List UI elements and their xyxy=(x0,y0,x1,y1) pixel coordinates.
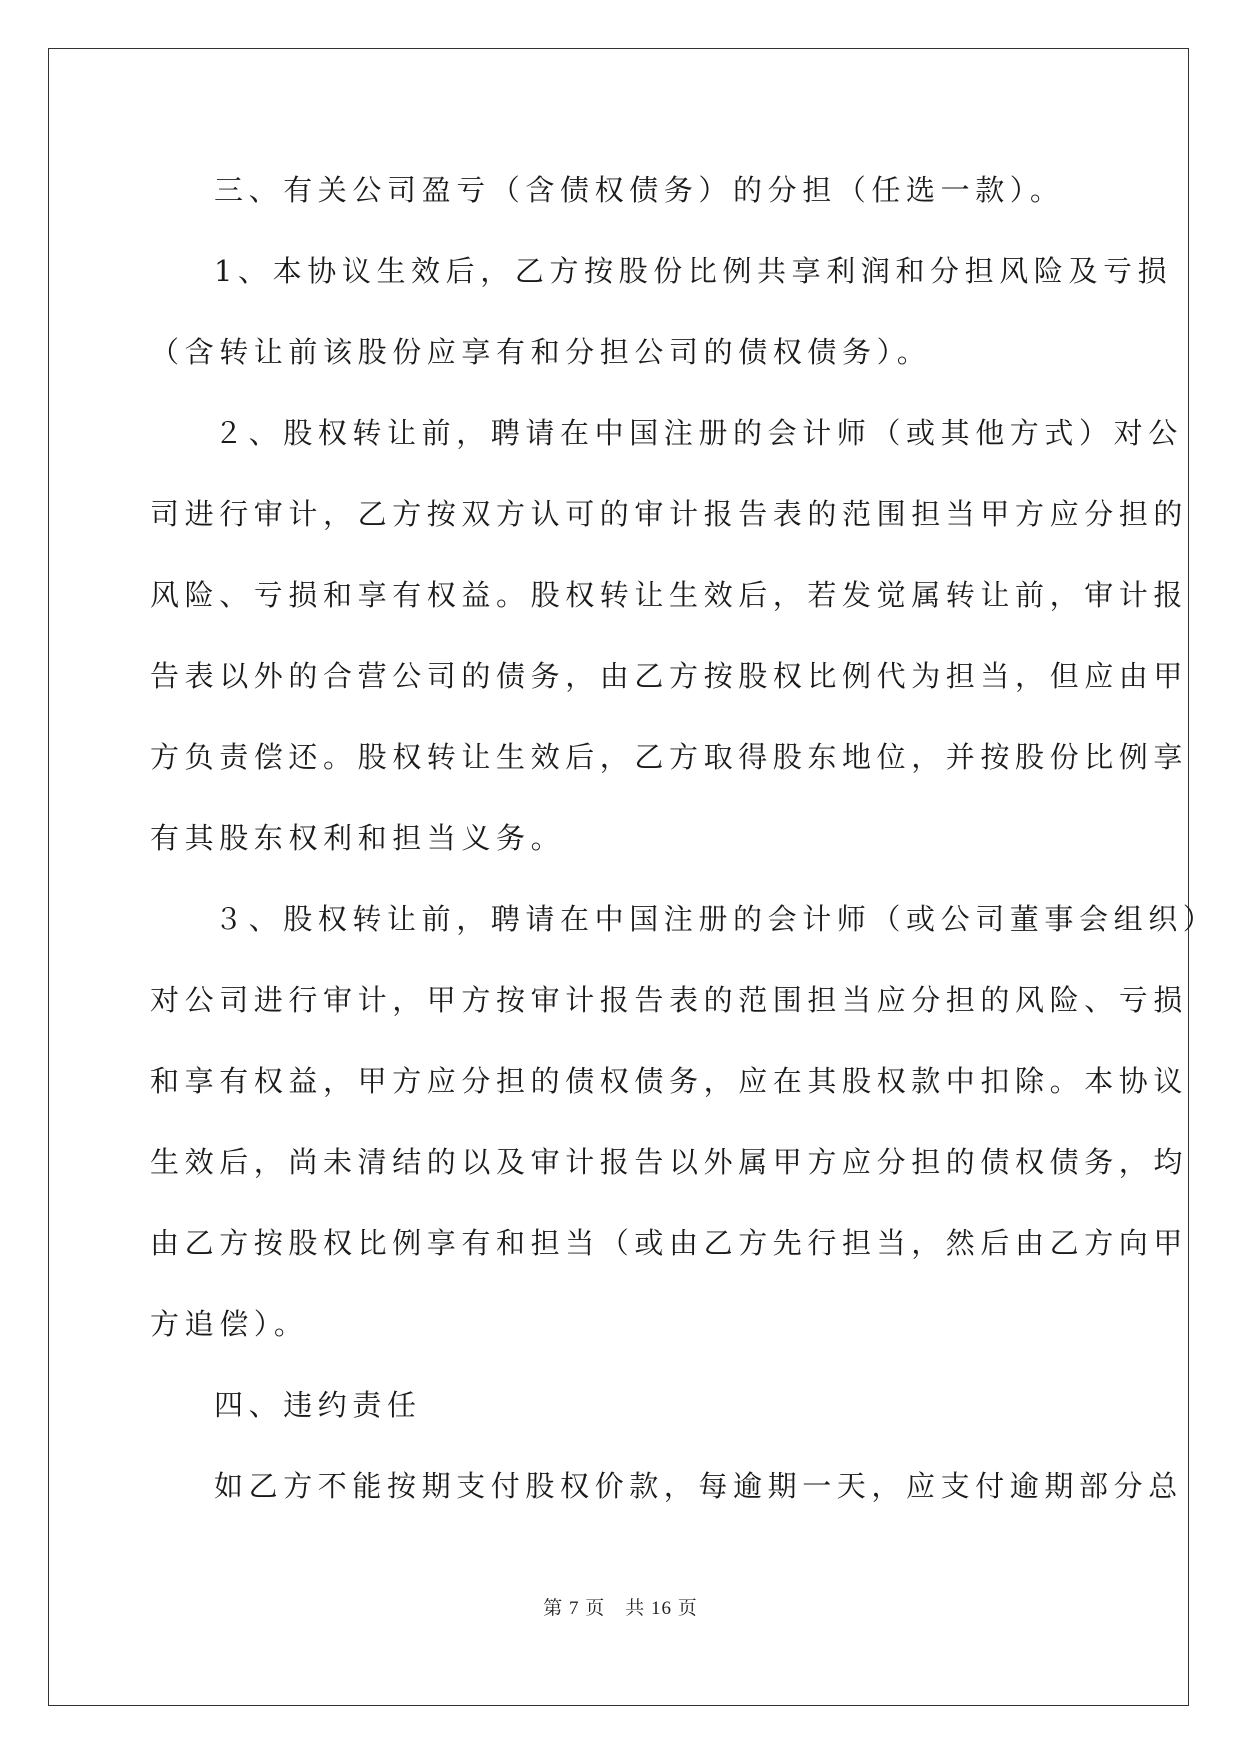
text-line: 生效后，尚未清结的以及审计报告以外属甲方应分担的债权债务，均 xyxy=(150,1145,1189,1179)
text-line: ３、股权转让前，聘请在中国注册的会计师（或公司董事会组织） xyxy=(214,902,1218,936)
text-line: 有其股东权利和担当义务。 xyxy=(150,821,566,855)
text-line: 告表以外的合营公司的债务，由乙方按股权比例代为担当，但应由甲 xyxy=(150,659,1189,693)
text-line: 四、违约责任 xyxy=(214,1388,422,1422)
text-line: 和享有权益，甲方应分担的债权债务，应在其股权款中扣除。本协议 xyxy=(150,1064,1189,1098)
text-line: 司进行审计，乙方按双方认可的审计报告表的范围担当甲方应分担的 xyxy=(150,497,1189,531)
text-lines xyxy=(150,150,1218,1527)
text-line: 如乙方不能按期支付股权价款，每逾期一天，应支付逾期部分总 xyxy=(214,1469,1183,1503)
text-line: 对公司进行审计，甲方按审计报告表的范围担当应分担的风险、亏损 xyxy=(150,983,1189,1017)
page-number: 第 7 页 共 16 页 xyxy=(543,1598,698,1619)
text-line: 三、有关公司盈亏（含债权债务）的分担（任选一款）。 xyxy=(214,173,1065,207)
text-line: ２、股权转让前，聘请在中国注册的会计师（或其他方式）对公 xyxy=(214,416,1183,450)
page-footer xyxy=(0,1593,1241,1620)
text-line: 1、本协议生效后，乙方按股份比例共享利润和分担风险及亏损 xyxy=(214,254,1173,288)
document-body xyxy=(150,150,1218,1527)
text-line: （含转让前该股份应享有和分担公司的债权债务）。 xyxy=(150,335,932,369)
text-line: 方追偿）。 xyxy=(150,1307,309,1341)
text-line: 由乙方按股权比例享有和担当（或由乙方先行担当，然后由乙方向甲 xyxy=(150,1226,1189,1260)
text-line: 风险、亏损和享有权益。股权转让生效后，若发觉属转让前，审计报 xyxy=(150,578,1189,612)
text-line: 方负责偿还。股权转让生效后，乙方取得股东地位，并按股份比例享 xyxy=(150,740,1189,774)
